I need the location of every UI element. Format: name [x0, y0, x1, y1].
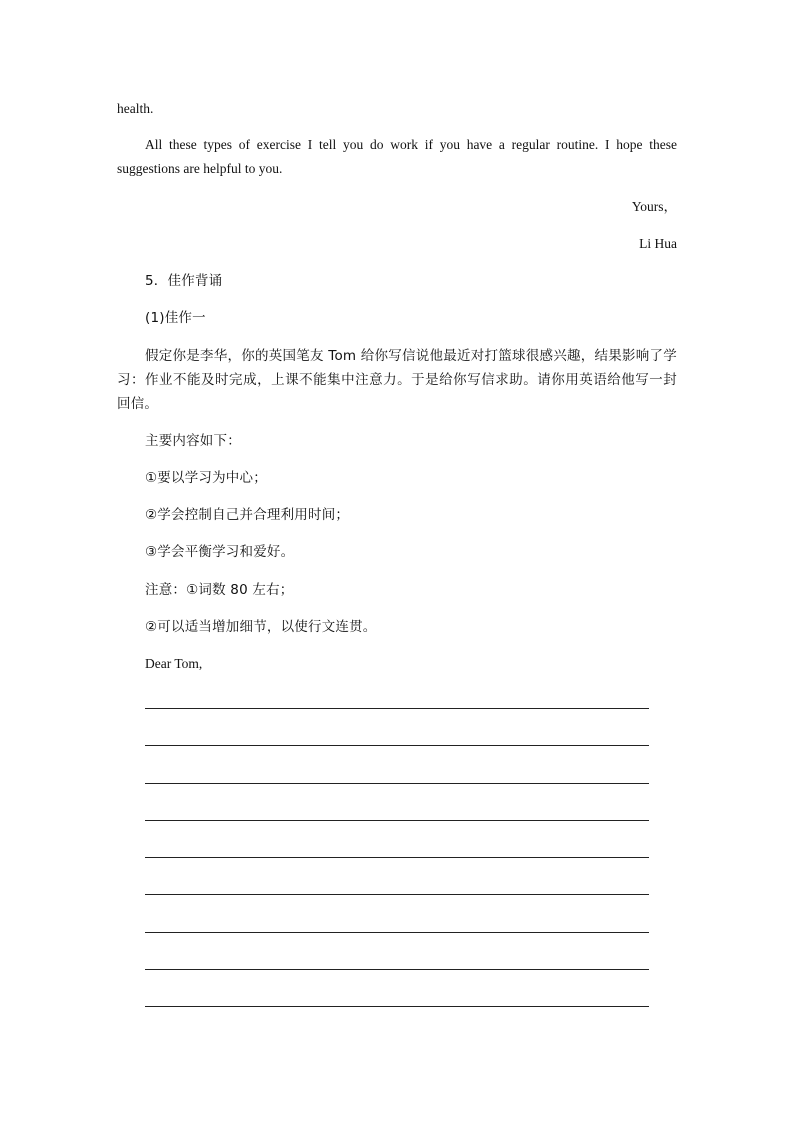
sub-heading: (1)佳作一 [145, 310, 206, 326]
answer-line[interactable] [145, 820, 649, 821]
section-heading: 5．佳作背诵 [145, 273, 223, 289]
prompt-line-1: 假定你是李华，你的英国笔友 Tom 给你写信说他最近对打篮球很感兴趣，结果影响了学 [145, 348, 677, 364]
paragraph-exercise-line-2: suggestions are helpful to you. [117, 161, 283, 176]
prompt-line-3: 回信。 [117, 396, 159, 412]
answer-line[interactable] [145, 857, 649, 858]
prompt-line-2: 习：作业不能及时完成，上课不能集中注意力。于是给你写信求助。请你用英语给他写一封 [117, 372, 677, 388]
letter-signature: Li Hua [639, 236, 677, 251]
answer-line[interactable] [145, 894, 649, 895]
answer-line[interactable] [145, 745, 649, 746]
letter-closing: Yours， [631, 199, 677, 214]
requirement-point-2: ②学会控制自己并合理利用时间； [145, 507, 350, 523]
answer-line[interactable] [145, 708, 649, 709]
paragraph-exercise-line-1: All these types of exercise I tell you do work if you have a regular routine. I hope these [145, 137, 677, 152]
paragraph-health: health. [117, 101, 154, 116]
content-heading: 主要内容如下： [145, 433, 241, 449]
letter-salutation: Dear Tom, [145, 656, 203, 671]
answer-line[interactable] [145, 969, 649, 970]
requirement-point-3: ③学会平衡学习和爱好。 [145, 544, 295, 560]
answer-line[interactable] [145, 1006, 649, 1007]
answer-line[interactable] [145, 932, 649, 933]
note-line-1: 注意：①词数 80 左右； [145, 582, 294, 598]
note-line-2: ②可以适当增加细节，以使行文连贯。 [145, 619, 377, 635]
requirement-point-1: ①要以学习为中心； [145, 470, 267, 486]
answer-line[interactable] [145, 783, 649, 784]
